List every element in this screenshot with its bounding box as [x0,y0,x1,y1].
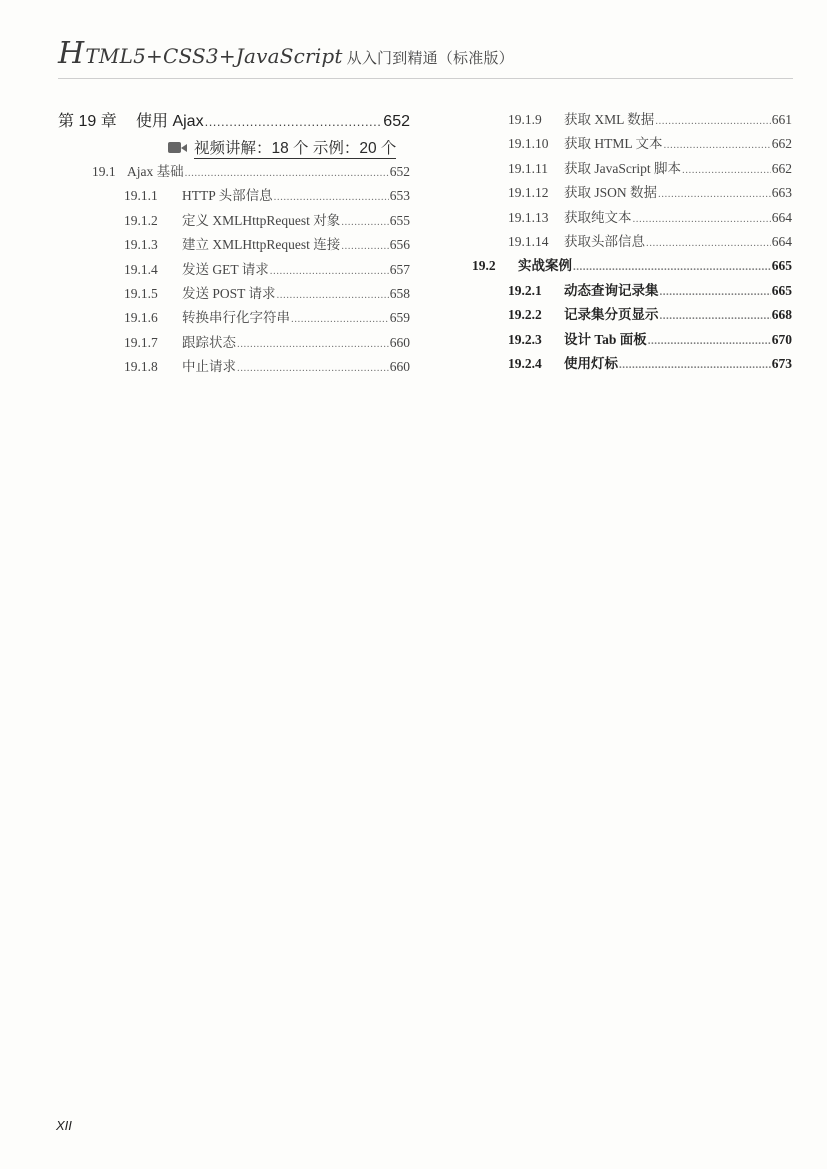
leader-dots [660,286,771,298]
leader-dots [291,313,389,325]
toc-entry[interactable] [472,181,792,205]
leader-dots [205,114,383,129]
leader-dots [341,240,389,252]
running-header [58,34,793,79]
toc-entry-title: 实战案例 [518,258,572,274]
toc-entry[interactable] [472,279,792,303]
toc-entry-page: 656 [389,237,410,253]
toc-left-list [58,160,410,380]
toc-entry-page: 664 [771,209,792,225]
toc-entry-number: 19.1.8 [124,359,158,375]
toc-entry[interactable] [58,282,410,306]
leader-dots [660,310,771,322]
toc-entry-page: 659 [389,310,410,326]
toc-entry-title: 定义 XMLHttpRequest 对象 [182,212,341,228]
toc-entry-title: HTTP 头部信息 [182,188,273,204]
toc-entry[interactable] [58,258,410,282]
leader-dots [619,359,771,371]
leader-dots [682,164,771,176]
toc-entry[interactable] [472,206,792,230]
toc-entry-title: 中止请求 [182,359,236,375]
book-title-latin: TML5+CSS3+JavaScript [85,44,343,68]
toc-entry-page: 655 [389,212,410,228]
toc-entry-page: 657 [389,261,410,277]
toc-entry-title: 发送 POST 请求 [182,285,276,301]
toc-entry[interactable] [58,160,410,184]
toc-entry-number: 19.1.13 [508,209,549,225]
book-title-chinese: 从入门到精通（标准版） [346,49,514,67]
chapter-title: 使用 Ajax [136,113,204,130]
book-title [58,36,514,71]
toc-entry-page: 661 [771,112,792,127]
toc-entry-number: 19.1.3 [124,237,158,253]
toc-entry-title: 获取纯文本 [564,209,632,225]
toc-entry[interactable] [472,157,792,181]
toc-entry-number: 19.1 [92,164,116,179]
toc-entry-page: 660 [389,334,410,350]
toc-left-column [58,108,410,380]
toc-entry-page: 652 [389,164,410,179]
toc-entry-number: 19.1.11 [508,160,548,176]
toc-entry-page: 668 [771,307,792,323]
toc-entry-page: 665 [771,282,792,298]
toc-entry-number: 19.1.10 [508,136,549,152]
leader-dots [237,362,389,374]
toc-entry-number: 19.1.14 [508,233,549,249]
leader-dots [573,261,771,273]
toc-entry-title: 设计 Tab 面板 [564,331,647,347]
toc-entry-title: 发送 GET 请求 [182,261,269,277]
toc-entry-title: 跟踪状态 [182,334,236,350]
leader-dots [277,289,389,301]
toc-entry-number: 19.1.5 [124,285,158,301]
leader-dots [270,265,389,277]
toc-right-column [472,108,792,376]
book-title-initial: H [58,36,85,71]
toc-entry[interactable] [472,328,792,352]
toc-entry[interactable] [472,254,792,278]
toc-entry-title: 获取 XML 数据 [564,112,655,127]
toc-entry-number: 19.1.4 [124,261,158,277]
toc-entry-number: 19.1.12 [508,185,549,201]
leader-dots [664,139,771,151]
toc-entry-number: 19.2.4 [508,355,542,371]
toc-entry[interactable] [472,303,792,327]
toc-entry-title: Ajax 基础 [127,164,184,179]
video-info-line [58,134,410,160]
toc-entry-title: 获取头部信息 [564,233,645,249]
toc-entry[interactable] [58,355,410,379]
leader-dots [237,338,389,350]
toc-entry-page: 658 [389,285,410,301]
toc-entry-title: 使用灯标 [564,355,618,371]
toc-entry-title: 记录集分页显示 [564,307,659,323]
toc-entry-page: 662 [771,160,792,176]
toc-entry[interactable] [58,306,410,330]
leader-dots [185,167,389,179]
toc-entry-number: 19.1.1 [124,188,158,204]
toc-entry-title: 动态查询记录集 [564,282,659,298]
toc-chapter-entry[interactable] [58,108,410,134]
toc-entry-page: 660 [389,359,410,375]
toc-entry[interactable] [58,331,410,355]
toc-entry-number: 19.2.1 [508,282,542,298]
leader-dots [646,237,771,249]
toc-entry-number: 19.2.2 [508,307,542,323]
video-info-text: 视频讲解：18 个 示例：20 个 [194,136,396,159]
toc-entry[interactable] [58,209,410,233]
toc-entry[interactable] [58,184,410,208]
leader-dots [658,188,771,200]
chapter-page: 652 [383,113,410,130]
toc-entry-title: 获取 JSON 数据 [564,185,658,201]
toc-entry-number: 19.2 [472,258,496,274]
toc-entry-number: 19.1.7 [124,334,158,350]
leader-dots [633,213,771,225]
toc-entry-number: 19.1.2 [124,212,158,228]
toc-entry-page: 653 [389,188,410,204]
toc-entry[interactable] [472,230,792,254]
leader-dots [341,216,389,228]
toc-entry-page: 663 [771,185,792,201]
leader-dots [655,115,771,127]
toc-entry-title: 获取 JavaScript 脚本 [564,160,681,176]
toc-entry-title: 建立 XMLHttpRequest 连接 [182,237,341,253]
toc-entry-page: 665 [771,258,792,274]
toc-entry[interactable] [472,108,792,132]
toc-entry-page: 662 [771,136,792,152]
toc-entry[interactable] [472,132,792,156]
toc-entry-number: 19.2.3 [508,331,542,347]
leader-dots [274,191,389,203]
toc-entry[interactable] [472,352,792,376]
leader-dots [648,335,771,347]
toc-entry[interactable] [58,233,410,257]
chapter-number: 第 19 章 [58,113,117,130]
page-number: XII [56,1118,72,1133]
toc-right-list [472,108,792,376]
toc-entry-number: 19.1.6 [124,310,158,326]
video-camera-icon [168,140,188,154]
toc-entry-page: 670 [771,331,792,347]
toc-entry-page: 664 [771,233,792,249]
toc-entry-number: 19.1.9 [508,112,542,127]
toc-entry-page: 673 [771,355,792,371]
toc-entry-title: 转换串行化字符串 [182,310,290,326]
toc-entry-title: 获取 HTML 文本 [564,136,663,152]
